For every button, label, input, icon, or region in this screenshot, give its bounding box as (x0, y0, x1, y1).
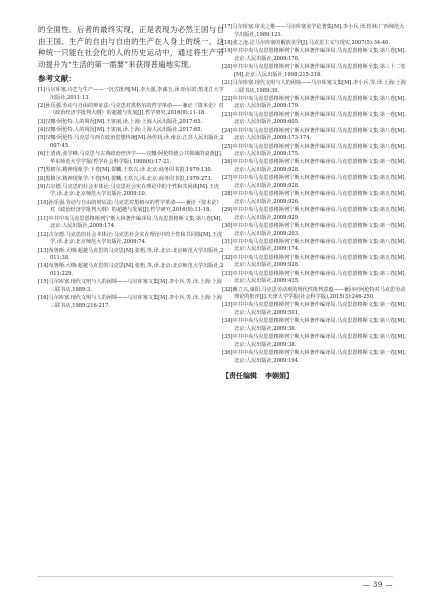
reference-item: [35]中共中央马克思恩格斯列宁斯大林著作编译局.马克思恩格斯文集:第八卷[M].北京:人民出版社,2009:38. (222, 334, 407, 348)
references-heading: 参考文献： (38, 74, 76, 83)
reference-item: [23]中共中央马克思恩格斯列宁斯大林著作编译局.马克思恩格斯文集:第一卷[M].北京:人民出版社,2009:605. (222, 111, 407, 126)
editor-name: 李娴娟】 (265, 372, 293, 381)
reference-item: [12]古尔德.马克思的社会本体论:马克思社会实在理论中的个性和共同体[M].王虎学,译.北京:北京师范大学出版社,2009:74. (38, 231, 223, 246)
right-column (222, 24, 408, 381)
reference-item: [22]中共中央马克思恩格斯列宁斯大林著作编译局.马克思恩格斯文集:第八卷[M].北京:人民出版社,2009:179. (222, 95, 407, 110)
reference-item: [19]中共中央马克思恩格斯列宁斯大林著作编译局.马克思恩格斯文集:第八卷[M].北京:人民出版社,2009:176. (222, 48, 407, 62)
reference-item: [34]中共中央马克思恩格斯列宁斯大林著作编译局.马克思恩格斯文集:第八卷[M].北京:人民出版社,2009:36. (222, 318, 407, 332)
left-column (38, 24, 224, 311)
reference-item: [11]中共中央马克思恩格斯列宁斯大林著作编译局.马克思恩格斯文集:第八卷[M].北京:人民出版社,2009:174. (38, 215, 223, 230)
reference-item: [30]中共中央马克思恩格斯列宁斯大林著作编译局.马克思恩格斯文集:第一卷[M].北京:人民出版社,2009:203. (222, 223, 407, 237)
reference-item: [14]布鲁斯.大纲:超越马克思的马克思[M].张梧,等,译.北京:北京师范大学出版社,2011:229. (38, 263, 224, 277)
reference-item: [10]孙乐强.劳动与自由的辩证法:马克思对黑格尔的哲学革命——兼论《资本论》对《政治经济学批判大纲》的超越与发展[J].哲学研究,2016(9):11-18. (38, 199, 222, 214)
page-number: — 39 — (362, 581, 393, 589)
reference-item: [20]中共中央马克思恩格斯列宁斯大林著作编译局.马克思恩格斯全集:第三十二卷[M].北京:人民出版社,1998:215-216. (222, 64, 406, 78)
reference-item: [5]汉娜·阿伦特.马克思与西方政治思想传统[M].孙传钊,译.南京:江苏人民出版社,2007:45. (38, 135, 224, 150)
reference-item: [2]孙乐强.劳动与自由的辩证法:马克思对黑格尔的哲学革命——兼论《资本论》对《政治经济学批判大纲》的超越与发展[J].哲学研究,2016(9):11-18. (38, 102, 224, 117)
reference-item: [28]中共中央马克思恩格斯列宁斯大林著作编译局.马克思恩格斯文集:第五卷[M].北京:人民出版社,2009:926. (222, 191, 407, 205)
responsible-editor (222, 371, 408, 381)
reference-item: [31]中共中央马克思恩格斯列宁斯大林著作编译局.马克思恩格斯文集:第八卷[M].北京:人民出版社,2009:174. (222, 238, 407, 253)
reference-item: [18]张之沧.论马尔库塞的解放美学[J].马克思主义与现实,2007(5):34-40. (222, 39, 391, 46)
reference-item: [27]中共中央马克思恩格斯列宁斯大林著作编译局.马克思恩格斯文集:第五卷[M].北京:人民出版社,2009:928. (222, 175, 407, 189)
reference-item: [3]汉娜·阿伦特.人的境况[M].王寅丽,译.上海:上海人民出版社,2017:65. (38, 118, 203, 125)
reference-item: [1]马尔库塞.诗艺与生产——一沉式批判[M].李大强,李诚玉,译.哈尔滨:黑龙江大学出版社,2011:13. (38, 87, 224, 101)
footer-rule (38, 576, 393, 577)
reference-item: [32]中共中央马克思恩格斯列宁斯大林著作编译局.马克思恩格斯文集:第五卷[M].北京:人民出版社,2009:928. (222, 254, 407, 269)
reference-item: [24]中共中央马克思恩格斯列宁斯大林著作编译局.马克思恩格斯文集:第八卷[M].北京:人民出版社,2009:173-174. (222, 127, 407, 142)
reference-item: [4]汉娜·阿伦特.人的境况[M].王寅丽,译.上海:上海人民出版社,2017:65. (38, 127, 203, 134)
reference-item: [36]中共中央马克思恩格斯列宁斯大林著作编译局.马克思恩格斯文集:第一卷[M].北京:人民出版社,2009:194. (222, 350, 407, 364)
body-paragraph: 的全面性。后者的最终实现，正是表现为必然王国与自由王国、生产的自由与自由的生产在人身上的统一。这种统一只能在社会化的人的历史运动中，通过将生产劳动提升为“生活的第一需要”来获得普遍地实现。 (38, 25, 224, 69)
reference-item: [21]马尔库塞.现代文明与人的困境——马尔库塞文集[M].李小兵,等,译.上海:上海三联书店,1989:39. (222, 80, 406, 94)
reference-item: [29]中共中央马克思恩格斯列宁斯大林著作编译局.马克思恩格斯文集:第五卷[M].北京:人民出版社,2009:929. (222, 207, 407, 221)
reference-item: [26]中共中央马克思恩格斯列宁斯大林著作编译局.马克思恩格斯文集:第一卷[M].北京:人民出版社,2009:928. (222, 159, 407, 174)
editor-label: 【责任编辑 (222, 372, 257, 381)
reference-item: [6]王清涛,张学峰.马克思与古典政治经济学——汉娜·阿伦特德公共领域的衰落[J].华东师范大学学报(哲学社会科学版),1998(6):17-21. (38, 151, 223, 165)
references-list-right (222, 24, 408, 365)
reference-item: [16]马尔库塞.现代文明与人的困境——马尔库塞文集[M].李小兵,等,译.上海:上海三联书店,1989:216-217. (38, 295, 222, 309)
reference-item: [33]中共中央马克思恩格斯列宁斯大林著作编译局.马克思恩格斯文集:第一卷[M].北京:人民出版社,2009:501. (222, 302, 407, 317)
reference-item: [9]古尔德.马克思的社会本体论:马克思社会实在理论中的个性和共同体[M].王虎学,译.北京:北京师范大学出版社,2009:10. (38, 183, 219, 198)
references-list-left (38, 87, 224, 310)
reference-item: [13]布鲁斯.大纲:超越马克思的马克思[M].张梧,等,译.北京:北京师范大学出版社,2011:38. (38, 247, 224, 262)
reference-item: [32]戴立兴,康阳.马克思劳动观的现代性批判意蕴——兼回应阿伦特对马克思劳动理论的批评[J].天津大学学报(社会科学版),2015(3):246-250. (222, 286, 406, 301)
reference-item: [25]中共中央马克思恩格斯列宁斯大林著作编译局.马克思恩格斯文集:第八卷[M].北京:人民出版社,2009:175. (222, 143, 407, 158)
reference-item: [8]黑格尔.精神现象学:下卷[M].贺麟,王玖兴,译.北京:商务印书馆,1979:273. (38, 175, 213, 182)
reference-item: [15]马尔库塞.现代文明与人的困境——马尔库塞文集[M].李小兵,等,译.上海:上海三联书店,1989:3. (38, 279, 222, 293)
reference-item: [33]中共中央马克思恩格斯列宁斯大林著作编译局.马克思恩格斯文集:第三卷[M].北京:人民出版社,2009:435. (222, 270, 407, 285)
reference-item: [7]黑格尔.精神现象学:下卷[M].贺麟,王玖兴,译.北京:商务印书馆,1979:130. (38, 167, 213, 174)
reference-item: [17]马尔库塞.审美之维——马尔库塞美学论著集[M].李小兵,译.桂林:广西师范大学出版社,1989:121. (222, 24, 405, 38)
